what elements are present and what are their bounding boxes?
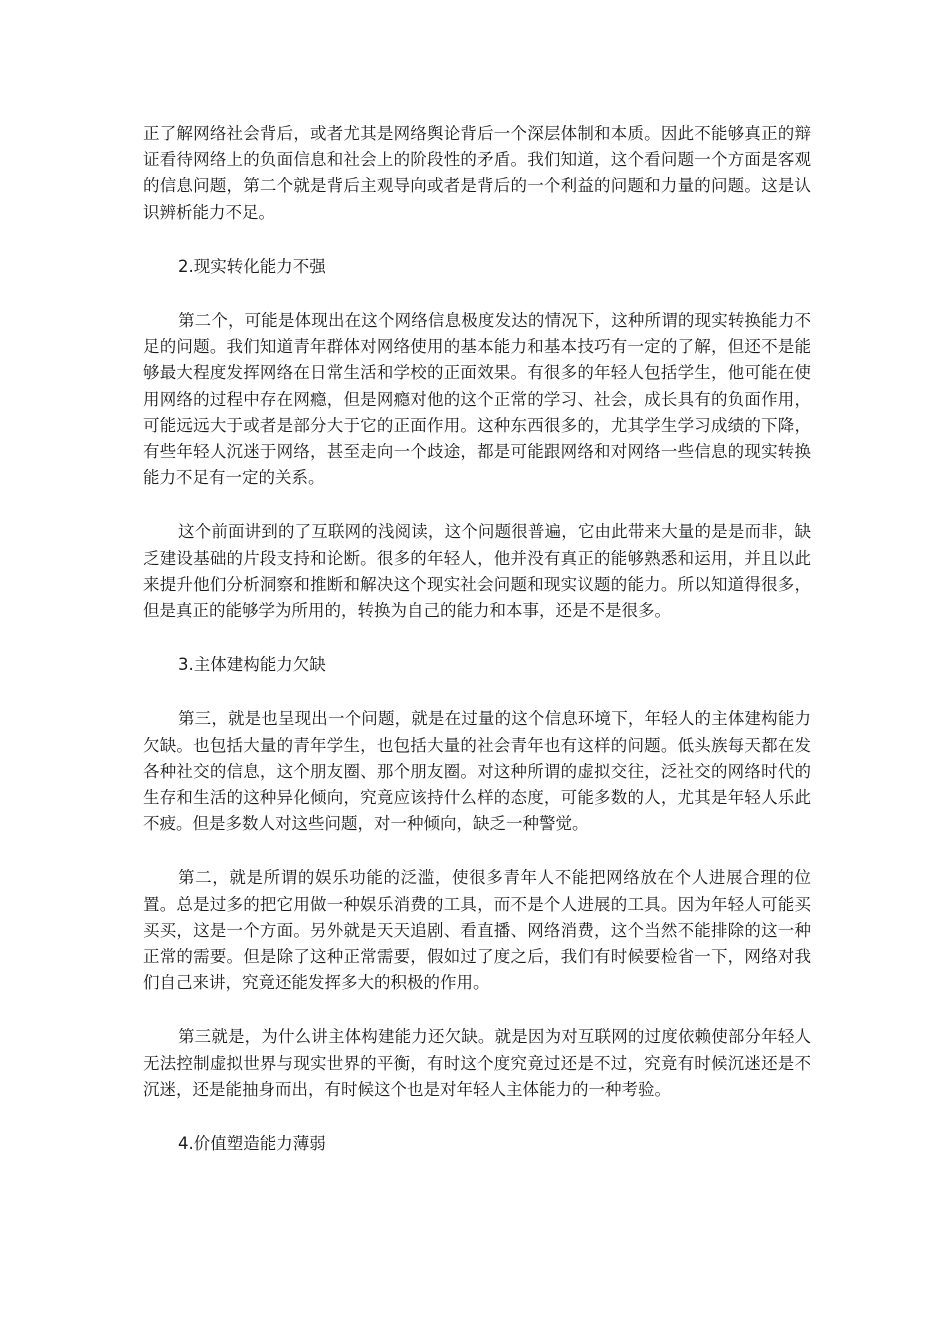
paragraph-gap: [143, 491, 811, 519]
section-heading-4: 4.价值塑造能力薄弱: [178, 1134, 326, 1154]
paragraph: 第二个，可能是体现出在这个网络信息极度发达的情况下，这种所谓的现实转换能力不足的问题。我们知道青年群体对网络使用的基本能力和基本技巧有一定的了解，但还不是能够最大程度发挥网络在日常生活和学校的正面效果。有很多的年轻人包括学生，他可能在使用网络的过程中存在网瘾，但是网瘾对他的这个正常的学习、社会，成长具有的负面作用，可能远远大于或者是部分大于它的正面作用。这种东西很多的，尤其学生学习成绩的下降，有些年轻人沉迷于网络，甚至走向一个歧途，都是可能跟网络和对网络一些信息的现实转换能力不足有一定的关系。: [143, 311, 811, 488]
paragraph-gap: [143, 678, 811, 706]
section-heading-3: 3.主体建构能力欠缺: [178, 655, 326, 675]
paragraph-gap: [143, 280, 811, 308]
paragraph-gap: [143, 996, 811, 1024]
paragraph: 这个前面讲到的了互联网的浅阅读，这个问题很普遍，它由此带来大量的是是而非，缺乏建设基础的片段支持和论断。很多的年轻人，他并没有真正的能够熟悉和运用，并且以此来提升他们分析洞察和推断和解决这个现实社会问题和现实议题的能力。所以知道得很多，但是真正的能够学为所用的，转换为自己的能力和本事，还是不是很多。: [143, 522, 811, 621]
section-heading-2: 2.现实转化能力不强: [178, 256, 326, 276]
paragraph-gap: [143, 837, 811, 865]
paragraph-gap: [143, 1103, 811, 1131]
paragraph-continued: 正了解网络社会背后，或者尤其是网络舆论背后一个深层体制和本质。因此不能够真正的辩证看待网络上的负面信息和社会上的阶段性的矛盾。我们知道，这个看问题一个方面是客观的信息问题，第二个就是背后主观导向或者是背后的一个利益的问题和力量的问题。这是认识辨析能力不足。: [143, 124, 811, 222]
paragraph-gap: [143, 624, 811, 652]
document-body: [143, 121, 811, 1157]
paragraph-gap: [143, 226, 811, 254]
paragraph: 第三就是，为什么讲主体构建能力还欠缺。就是因为对互联网的过度依赖使部分年轻人无法控制虚拟世界与现实世界的平衡，有时这个度究竟过还是不过，究竟有时候沉迷还是不沉迷，还是能抽身而出，有时候这个也是对年轻人主体能力的一种考验。: [143, 1027, 811, 1099]
paragraph: 第三，就是也呈现出一个问题，就是在过量的这个信息环境下，年轻人的主体建构能力欠缺。也包括大量的青年学生，也包括大量的社会青年也有这样的问题。低头族每天都在发各种社交的信息，这个朋友圈、那个朋友圈。对这种所谓的虚拟交往，泛社交的网络时代的生存和生活的这种异化倾向，究竟应该持什么样的态度，可能多数的人，尤其是年轻人乐此不疲。但是多数人对这些问题，对一种倾向，缺乏一种警觉。: [143, 709, 811, 834]
paragraph: 第二，就是所谓的娱乐功能的泛滥，使很多青年人不能把网络放在个人进展合理的位置。总是过多的把它用做一种娱乐消费的工具，而不是个人进展的工具。因为年轻人可能买买买，这是一个方面。另外就是天天追剧、看直播、网络消费，这个当然不能排除的这一种正常的需要。但是除了这种正常需要，假如过了度之后，我们有时候要检省一下，网络对我们自己来讲，究竟还能发挥多大的积极的作用。: [143, 868, 811, 993]
